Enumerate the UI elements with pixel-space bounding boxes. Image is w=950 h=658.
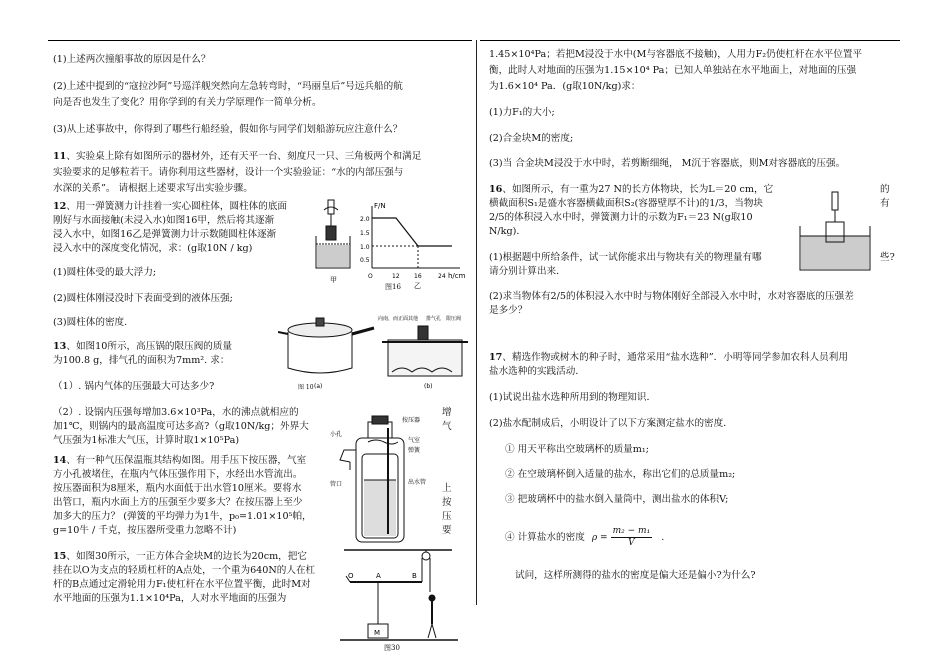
q15-sub3: (3)当 合金块M浸没于水中时，若剪断细绳， M沉于容器底，则M对容器底的压强。: [489, 158, 846, 169]
q14-number: 14: [53, 455, 67, 466]
fraction-numerator: m₂ − m₁: [612, 526, 651, 536]
q12-line4: 浸入水中的深度变化情况，求：(g取10N / kg): [53, 243, 253, 254]
fig16-ytick-3: 0.5: [360, 257, 370, 264]
q12-line3: 浸入水中，如图16乙是弹簧测力计示数随圆柱体逐渐: [53, 229, 277, 240]
q13-side-char-2: 气: [442, 421, 452, 432]
q15-line3: 杆的B点通过定滑轮用力F₁使杠杆在水平位置平衡，此时M对: [53, 579, 311, 590]
figure-10: [278, 312, 468, 394]
q15-line2: 挂在以O为支点的轻质杠杆的A点处，一个重为640N的人在杠: [53, 565, 316, 576]
q11-line2: 实验要求的足够粒若干。请你利用这些器材，设计一个实验验证：“水的内部压强与: [53, 167, 404, 178]
fig30-label-a: A: [376, 572, 381, 580]
q13-line1: 13、如图10所示，高压锅的限压阀的质量: [53, 341, 233, 352]
fig16-xtick-3: 24: [438, 273, 446, 280]
q17-question: 试问，这样所测得的盐水的密度是偏大还是偏小?为什么?: [515, 570, 756, 581]
fig10-label-a: 向南，而正面其他: [378, 316, 419, 322]
thermos-body: [340, 416, 404, 542]
q14-side-char-6: 要: [442, 525, 452, 536]
fig10-label-b1: 排气孔: [426, 316, 442, 322]
q12-sub3: (3)圆柱体的密度.: [53, 317, 128, 328]
q16-apparatus: [800, 192, 870, 270]
q14-line1: 14、有一种气压保温瓶其结构如图。用手压下按压器，气室: [53, 455, 307, 466]
fig16-graph: [372, 206, 460, 268]
q11-line3: 水深的关系”。 请根据上述要求写出实验步骤。: [53, 183, 253, 194]
top-rule-left: [48, 40, 472, 41]
q12-sub2: (2)圆柱体刚浸没时下表面受到的液体压强;: [53, 293, 233, 304]
q15-cont-line1: 1.45×10⁴Pa；若把M浸没于水中(M与容器底不接触)，人用力F₂仍使杠杆在水平位置平: [489, 49, 863, 60]
q12-number: 12: [53, 201, 67, 212]
q11-number: 11: [53, 151, 67, 162]
figure-16: [310, 196, 470, 292]
q14-line4: 出管口，瓶内水面上方的压强至少要多大？在按压器上至少: [53, 497, 303, 508]
q17-step1: ① 用天平称出空玻璃杯的质量m₁;: [505, 444, 649, 455]
q17-step4: ④ 计算盐水的密度 ρ = $\frac{\text{m₂ − m₁}}{V}$ .: [505, 526, 665, 548]
q14-line3: 按压器面积为8厘米，瓶内水面低于出水管10厘米。要将水: [53, 483, 302, 494]
q12-line2: 刚好与水面接触(未浸入水)如图16甲，然后将其逐渐: [53, 215, 275, 226]
q16-number: 16: [489, 184, 503, 195]
density-fraction: [611, 526, 653, 549]
q12-sub1: (1)圆柱体受的最大浮力;: [53, 267, 157, 278]
q16-sub2-line2: 是多少？: [489, 305, 528, 316]
q17-number: 17: [489, 352, 503, 363]
q14-side-char-4: 按: [442, 497, 452, 508]
q16-sub1-line2: 请分别计算出来．: [489, 266, 566, 277]
fig16-yi: 乙: [414, 282, 421, 290]
fig10-cooker-b: [382, 326, 468, 376]
fig30-caption: 图30: [384, 644, 400, 652]
q17-step3: ③ 把玻璃杯中的盐水倒入量筒中，测出盐水的体积V;: [505, 494, 729, 505]
q14-side-char-5: 压: [442, 511, 452, 522]
q15-sub1: (1)力F₁的大小;: [489, 107, 555, 118]
q13-sub2-line1: （2）. 设锅内压强每增加3.6×10³Pa，水的沸点就相应的: [53, 407, 299, 418]
q16-line3: 2/5的体积浸入水中时，弹簧测力计的示数为F₁＝23 N(g取10: [489, 212, 753, 223]
q16-side-char-1: 的: [880, 184, 890, 195]
fig10-label-b2: 限压阀: [446, 316, 462, 322]
q16-line2: 横截面积S₁是盛水容器横截面积S₂(容器壁厚不计)的1/3，当物块: [489, 198, 764, 209]
q15-cont-line2: 衡，此时人对地面的压强为1.15×10⁴ Pa；已知人单独站在水平地面上，对地面的压强: [489, 65, 857, 76]
q13-sub2-line2: 加1℃，则锅内的最高温度可达多高?（g取10N/kg；外界大: [53, 421, 309, 432]
q16-line1: 16、如图所示，有一重为27 N的长方体物块，长为L＝20 cm，它: [489, 184, 774, 195]
q16-sub1-line1: (1)根据题中所给条件，试一试你能求出与物块有关的物理量有哪: [489, 252, 762, 263]
q13-number: 13: [53, 341, 67, 352]
fig30-label-o: O: [348, 572, 354, 580]
q17-line1: 17、精选作物或树木的种子时，通常采用“盐水选种”．小明等同学参加农科人员利用: [489, 352, 848, 363]
fig30-lever: [340, 550, 458, 640]
q10-sub3: (3)从上述事故中，你得到了哪些行船经验，假如你与同学们划船游玩应注意什么？: [53, 124, 403, 135]
fig16-caption: 图16: [385, 283, 401, 291]
q14-line5: 加多大的压力？ (弹簧的平均弹力为1牛，p₀=1.01×10⁵帕，: [53, 511, 312, 522]
q17-line2: 盐水选种的实践活动．: [489, 366, 585, 377]
fig16-xtick-1: 12: [392, 273, 400, 280]
q15-number: 15: [53, 551, 67, 562]
q14-line2: 方小孔被堵住，在瓶内气体压强作用下，水经出水管流出。: [53, 469, 303, 480]
fig16-ytick-0: 2.0: [360, 216, 370, 223]
fig16-ytick-1: 1.5: [360, 230, 370, 237]
thermos-label-mouth: 管口: [330, 481, 343, 488]
q16-sub2-line1: (2)求当物体有2/5的体积浸入水中时与物体刚好全部浸入水中时，水对容器底的压强差: [489, 291, 854, 302]
q16-side-char-3: 些?: [880, 252, 895, 263]
q10-sub2-line1: (2)上述中提到的“寇拉沙阿”号巡洋舰突然向左急转弯时，“玛丽皇后”号远兵船的航: [53, 81, 403, 92]
thermos-label-air: 气室: [408, 437, 421, 444]
q10-sub1: (1)上述两次撞船事故的原因是什么？: [53, 54, 211, 65]
q13-sub2-line3: 气压强为1标准大气压，计算时取1×10⁵Pa): [53, 435, 240, 446]
fig16-ytick-2: 1.0: [360, 244, 370, 251]
fig16-jia: 甲: [330, 276, 337, 284]
fig10-caption: 图 10: [298, 384, 314, 391]
q10-sub2-line2: 向是否也发生了变化？用你学到的有关力学原理作一简单分析。: [53, 97, 322, 108]
figure-thermos: [328, 414, 438, 546]
q17-sub1: (1)试说出盐水选种所用到的物理知识．: [489, 392, 657, 403]
fig16-xlabel: h/cm: [448, 272, 466, 280]
fig16-xtick-2: 16: [414, 273, 422, 280]
top-rule-right: [480, 40, 900, 41]
figure-30: [340, 548, 458, 648]
q14-line6: g=10牛 / 千克，按压器所受重力忽略不计): [53, 525, 237, 536]
q15-cont-line3: 为1.6×10⁴ Pa．(g取10N/kg)求：: [489, 81, 641, 92]
density-formula: ρ = $\frac{\text{m₂ − m₁}}{V}$: [591, 526, 651, 548]
fig16-ylabel: F/N: [374, 202, 386, 210]
q13-line2: 为100.8 g，排气孔的面积为7mm². 求：: [53, 355, 230, 366]
q16-side-char-2: 有: [880, 198, 890, 209]
fig30-label-m: M: [374, 629, 381, 637]
q11-line1: 11、实验桌上除有如图所示的器材外，还有天平一台、刻度尺一只、三角板两个和满足: [53, 151, 422, 162]
q13-side-char-1: 增: [442, 407, 452, 418]
fig30-label-b: B: [412, 572, 417, 580]
fig10-sub-a: (a): [314, 383, 323, 390]
thermos-label-press: 按压器: [402, 417, 421, 424]
q15-line1: 15、如图30所示，一正方体合金块M的边长为20cm，把它: [53, 551, 307, 562]
fig10-cooker-a: [278, 318, 374, 373]
q17-sub2: (2)盐水配制成后，小明设计了以下方案测定盐水的密度．: [489, 418, 733, 429]
fig10-sub-b: (b): [424, 383, 433, 390]
thermos-label-outlet: 出水管: [408, 479, 427, 486]
q13-sub1: （1）. 锅内气体的压强最大可达多少?: [53, 381, 215, 392]
q12-line1: 12、用一弹簧测力计挂着一实心圆柱体，圆柱体的底面: [53, 201, 288, 212]
q16-line4: N/kg)．: [489, 226, 526, 237]
thermos-label-spring: 弹簧: [408, 447, 421, 454]
q15-sub2: (2)合金块M的密度;: [489, 133, 574, 144]
q14-side-char-3: 上: [442, 483, 452, 494]
fig16-xtick-0: O: [368, 273, 373, 280]
figure-q16: [796, 190, 876, 276]
fraction-denominator: V: [628, 538, 635, 548]
q17-step2: ② 在空玻璃杯倒入适量的盐水，称出它们的总质量m₂;: [505, 469, 736, 480]
column-divider: [476, 40, 477, 605]
thermos-label-hole: 小孔: [330, 431, 343, 438]
fig16-beaker: [316, 200, 350, 268]
q15-line4: 水平地面的压强为1.1×10⁴Pa，人对水平地面的压强为: [53, 593, 287, 604]
